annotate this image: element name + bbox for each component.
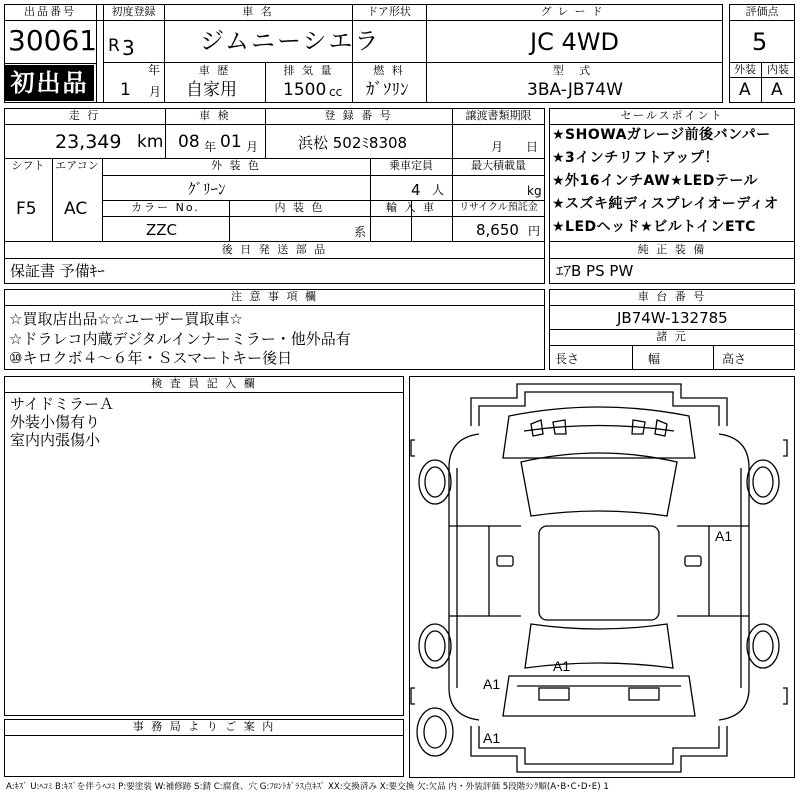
score-label: 評価点 <box>745 5 779 18</box>
sales-point-line: ★外16インチAW★LEDテール <box>552 173 759 189</box>
load-unit: kg <box>527 184 542 198</box>
damage-mark-spare-tire: A1 <box>483 730 501 746</box>
recycle-unit: 円 <box>528 224 541 238</box>
ac: AC <box>64 199 88 219</box>
legend: A:ｷｽﾞ U:ﾍｺﾐ B:ｷｽﾞを伴うﾍｺﾐ P:要塗装 W:補修跡 S:錆 C:腐食、穴 G:ﾌﾛﾝﾄｶﾞﾗｽ点ｷｽﾞ XX:交換済み X:要交換 欠:欠品 内・外装評価 5段階ﾗﾝｸ順(A･B･C･D･E) 1 <box>6 782 609 792</box>
damage-mark-rear-left: A1 <box>483 676 501 692</box>
exterior-label: 外装 <box>734 63 756 76</box>
displacement-unit: cc <box>329 85 343 99</box>
sales-points-label: セールスポイント <box>620 109 724 122</box>
office-label: 事 務 局 よ り ご 案 内 <box>132 720 276 733</box>
inspection-month-unit: 月 <box>246 140 259 154</box>
inspector-label: 検 査 員 記 入 欄 <box>151 377 257 390</box>
history: 自家用 <box>186 80 237 100</box>
recycle-label: リサイクル預託金 <box>459 202 538 213</box>
recycle: 8,650 <box>476 221 519 239</box>
interior-color-label: 内 装 色 <box>274 201 325 214</box>
car-name-label: 車 名 <box>242 5 274 18</box>
era: R <box>108 36 120 56</box>
lot-no-label: 出品番号 <box>24 5 76 18</box>
interior-grade: A <box>771 80 783 100</box>
history-label: 車 歴 <box>198 64 231 77</box>
shift-label: シフト <box>11 159 45 172</box>
plate-label: 登 録 番 号 <box>324 109 393 122</box>
chassis-number: JB74W-132785 <box>617 309 728 327</box>
lot-no: 30061 <box>8 24 98 57</box>
interior-color-unit: 系 <box>354 225 367 239</box>
shift: F5 <box>16 199 37 219</box>
later-parts-label: 後 日 発 送 部 品 <box>221 243 328 256</box>
color-no-label: カラー No. <box>131 201 200 214</box>
fuel-label: 燃 料 <box>373 64 405 77</box>
year-unit: 年 <box>148 63 161 77</box>
import-label: 輸 入 車 <box>386 201 436 214</box>
mileage-unit: km <box>137 132 164 152</box>
inspection-label: 車 検 <box>199 109 231 122</box>
damage-mark-rear-glass: A1 <box>553 658 571 674</box>
height-label: 高さ <box>722 352 747 366</box>
grade: JC 4WD <box>530 28 619 56</box>
dimensions-label: 諸 元 <box>656 330 688 343</box>
standard-equipment-label: 純 正 装 備 <box>637 243 707 256</box>
inspector-note: 外装小傷有り <box>10 413 101 431</box>
inspector-note: サイドミラーＡ <box>10 395 114 413</box>
grade-label: グレード <box>540 5 609 18</box>
caution-line: ☆ドラレコ内蔵デジタルインナーミラー・他外品有 <box>9 330 351 348</box>
color: ｸﾞﾘｰﾝ <box>188 180 226 198</box>
sales-point-line: ★LEDヘッド★ビルトインETC <box>552 219 756 235</box>
model: 3BA-JB74W <box>527 80 623 100</box>
car-name: ジムニーシエラ <box>200 27 381 55</box>
standard-equipment: ｴｱB PS PW <box>556 262 634 280</box>
reg-month: 1 <box>120 80 131 100</box>
displacement-label: 排 気 量 <box>283 64 334 77</box>
exterior-grade: A <box>739 80 751 100</box>
inspection-year: 08 <box>178 132 200 152</box>
transfer-day-unit: 日 <box>526 140 539 154</box>
load-label: 最大積載量 <box>471 159 526 172</box>
plate: 浜松 502ﾐ8308 <box>298 134 408 152</box>
length-label: 長さ <box>555 352 580 366</box>
sales-point-line: ★スズキ純ディスプレイオーディオ <box>552 196 779 212</box>
displacement: 1500 <box>283 80 327 100</box>
caution-line: ⑩キロクボ４～６年・Ｓスマートキー後日 <box>9 349 293 367</box>
transfer-month-unit: 月 <box>491 140 504 154</box>
model-label: 型 式 <box>552 64 597 77</box>
chassis-label: 車 台 番 号 <box>637 290 707 303</box>
caution-line: ☆買取店出品☆☆ユーザー買取車☆ <box>9 310 243 328</box>
capacity-label: 乗車定員 <box>389 159 433 172</box>
capacity-unit: 人 <box>432 183 445 197</box>
month-unit: 月 <box>149 85 162 99</box>
first-listing-badge: 初出品 <box>5 65 94 101</box>
score: 5 <box>752 28 768 56</box>
inspector-note: 室内内張傷小 <box>10 431 101 449</box>
reg-year: 3 <box>122 36 135 60</box>
fuel: ｶﾞｿﾘﾝ <box>366 80 409 100</box>
damage-mark-front-right: A1 <box>715 528 733 544</box>
width-label: 幅 <box>648 352 661 366</box>
caution-label: 注 意 事 項 欄 <box>231 290 318 303</box>
inspection-month: 01 <box>220 132 242 152</box>
capacity: 4 <box>411 181 421 199</box>
color-label: 外 装 色 <box>211 159 261 172</box>
mileage-label: 走 行 <box>68 109 101 122</box>
later-parts: 保証書 予備ｷｰ <box>10 262 105 280</box>
transfer-label: 譲渡書類期限 <box>465 109 532 122</box>
first-reg-label: 初度登録 <box>111 5 156 18</box>
ac-label: エアコン <box>55 159 99 172</box>
color-no: ZZC <box>146 221 178 239</box>
interior-label: 内装 <box>767 63 789 76</box>
sales-point-line: ★3インチリフトアップ！ <box>552 150 719 166</box>
door-label: ドア形状 <box>367 5 411 18</box>
mileage: 23,349 <box>55 131 122 153</box>
damage-diagram <box>409 376 795 778</box>
sales-point-line: ★SHOWAガレージ前後バンパー <box>552 127 771 143</box>
inspection-year-unit: 年 <box>204 140 217 154</box>
